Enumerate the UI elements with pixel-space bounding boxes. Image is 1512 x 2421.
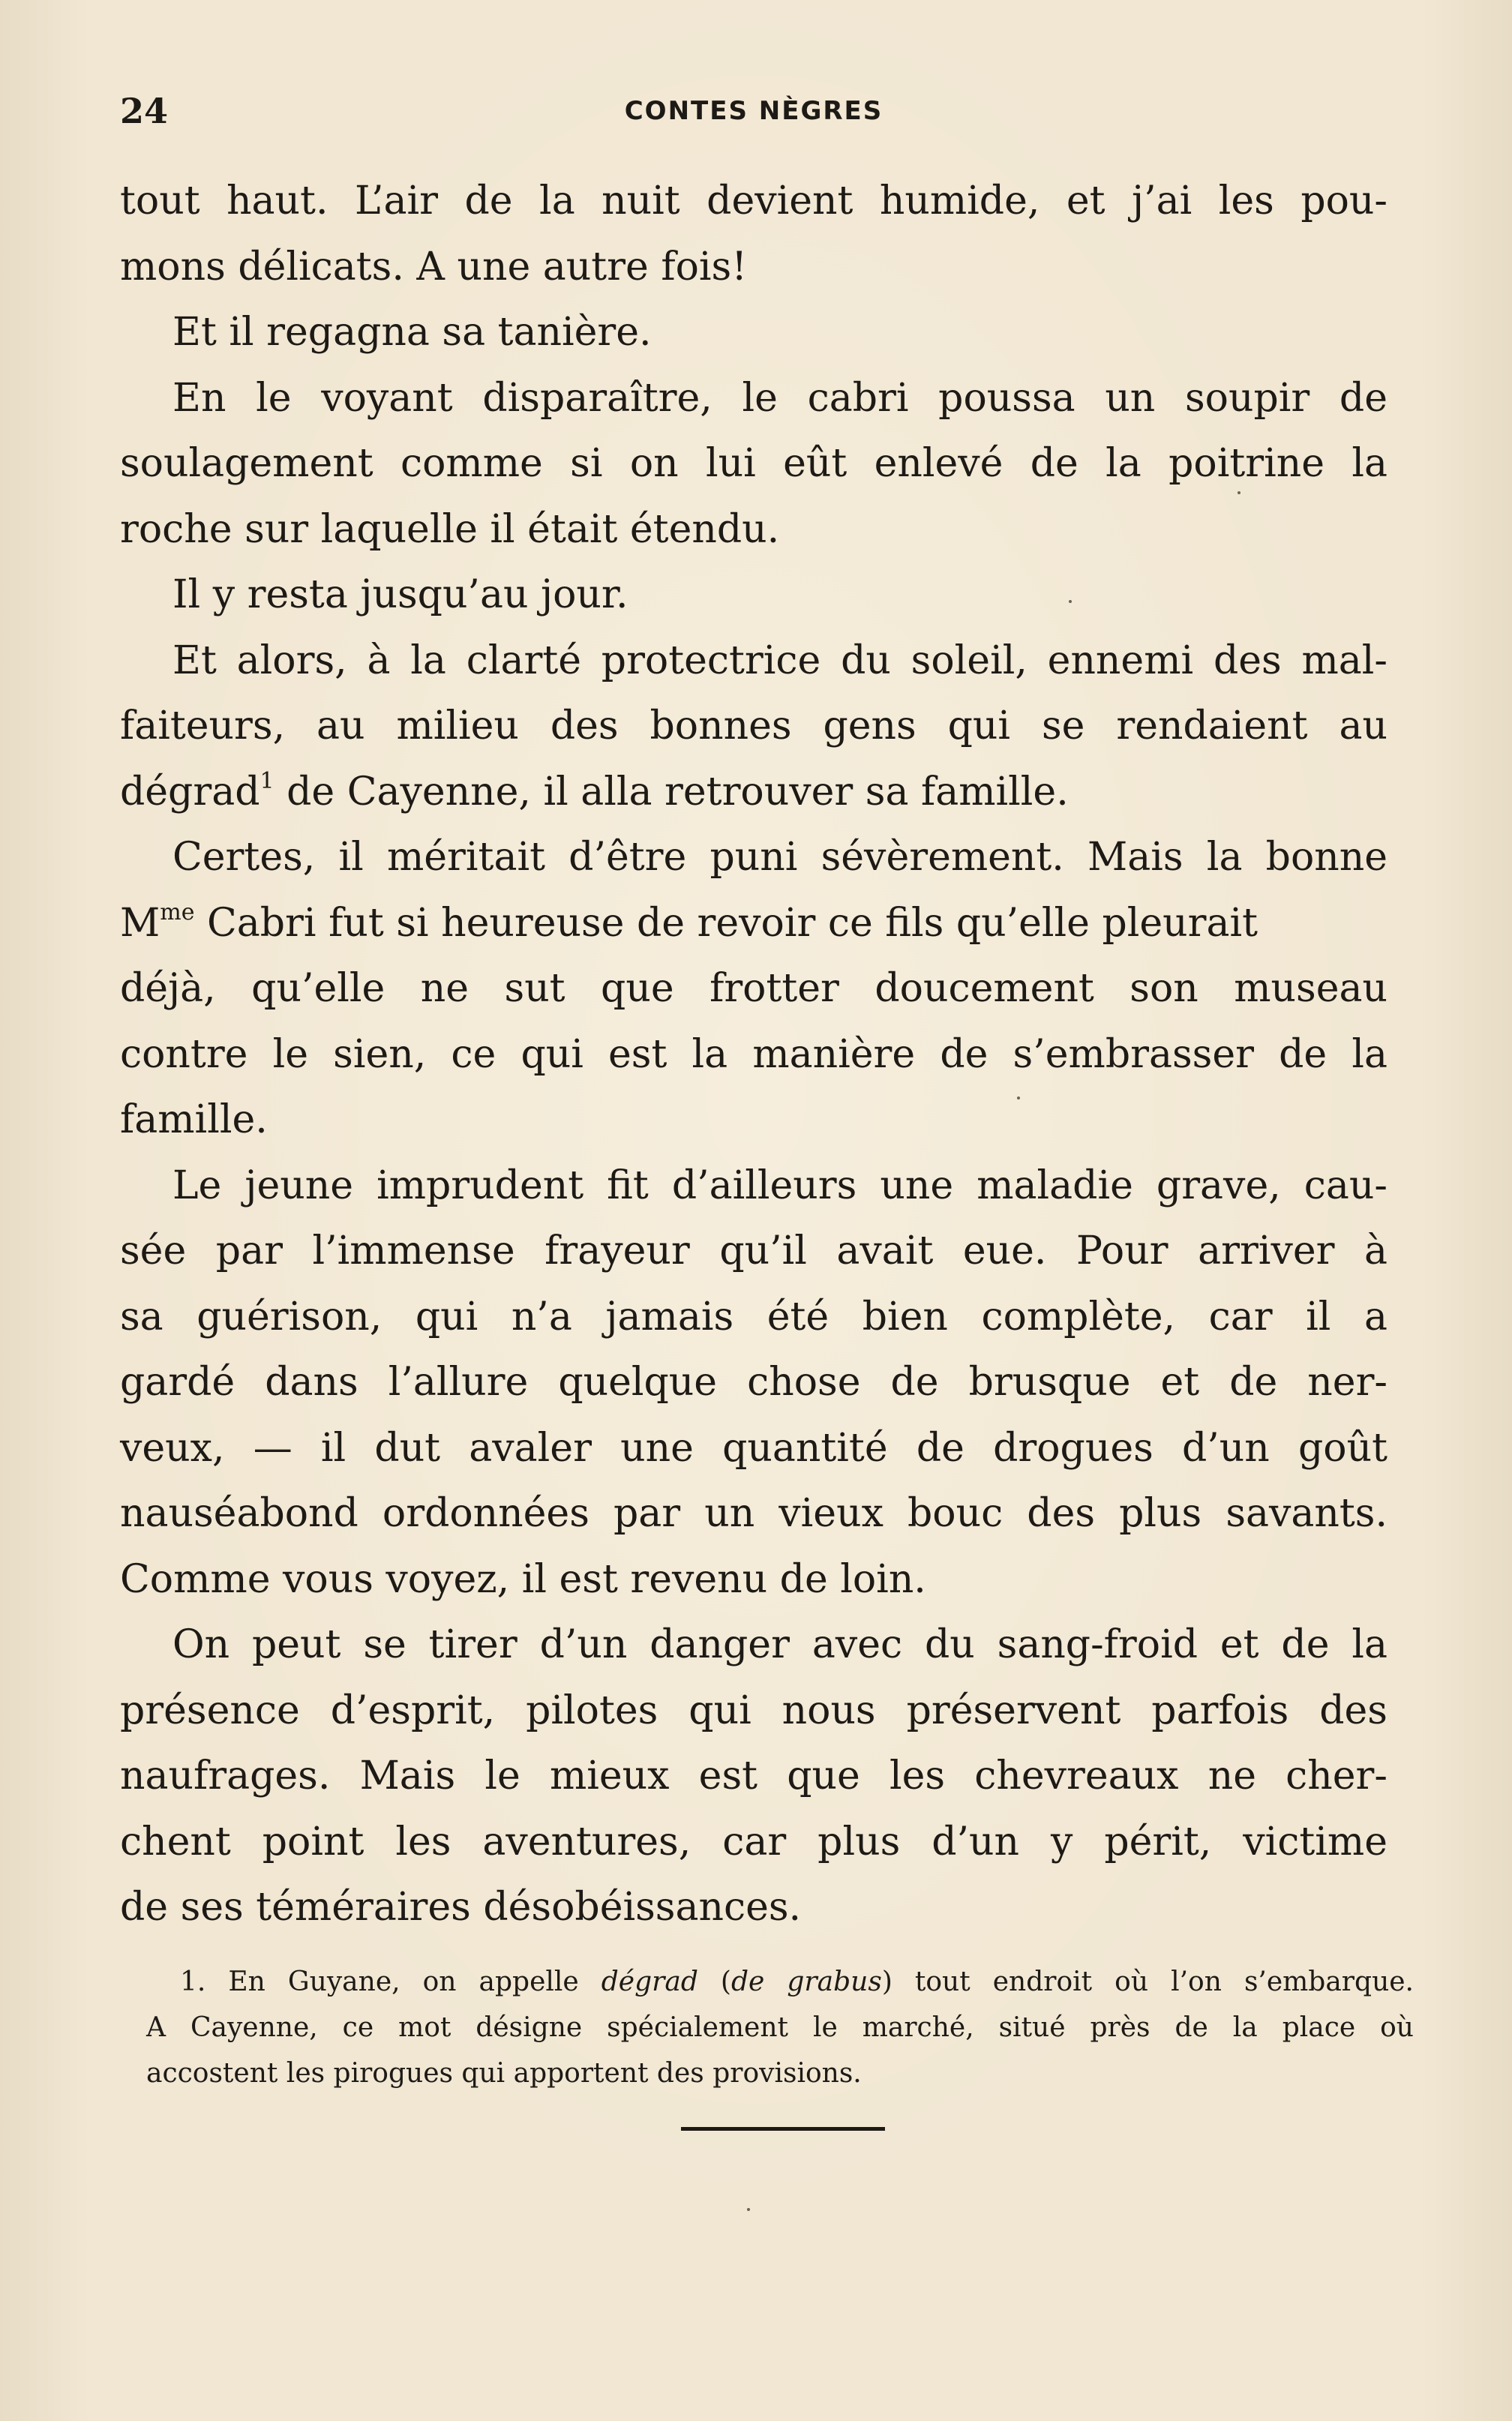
text-line: nauséabond ordonnées par un vieux bouc des plus savants.	[120, 1491, 1388, 1536]
footnote-text: 1. En Guyane, on appelle	[180, 1966, 602, 1997]
text-line: On peut se tirer d’un danger avec du sang-froid et de la	[172, 1622, 1388, 1667]
text-line: famille.	[120, 1097, 268, 1142]
paper-speck	[1017, 1096, 1020, 1100]
text-line: mons délicats. A une autre fois!	[120, 244, 748, 290]
text-line: roche sur laquelle il était étendu.	[120, 506, 780, 552]
text-line: Et il regagna sa tanière.	[172, 310, 652, 355]
text-line: Comme vous voyez, il est revenu de loin.	[120, 1556, 926, 1602]
text-line: gardé dans l’allure quelque chose de brusque et de ner-	[120, 1360, 1388, 1405]
page-header	[120, 88, 1388, 134]
text-fragment: de Cayenne, il alla retrouver sa famille.	[274, 769, 1069, 814]
text-line: Il y resta jusqu’au jour.	[172, 572, 628, 617]
footnote-text: ) tout endroit où l’on s’embarque.	[881, 1966, 1414, 1997]
text-line	[120, 760, 1388, 826]
body-text	[120, 169, 1388, 1941]
text-line: naufrages. Mais le mieux est que les chevreaux ne cher-	[120, 1754, 1388, 1798]
superscript-abbreviation: me	[160, 898, 195, 926]
text-line: de ses téméraires désobéissances.	[120, 1885, 802, 1930]
text-line: contre le sien, ce qui est la manière de s’embrasser de la	[120, 1031, 1388, 1077]
footnote	[146, 1959, 1414, 2096]
text-fragment: M	[120, 900, 160, 946]
text-line: présence d’esprit, pilotes qui nous préservent parfois des	[120, 1688, 1388, 1733]
text-line: sa guérison, qui n’a jamais été bien complète, car il a	[120, 1294, 1388, 1340]
text-line: faiteurs, au milieu des bonnes gens qui se rendaient au	[120, 704, 1388, 748]
page-number: 24	[120, 91, 169, 131]
footnote-marker: 1	[260, 767, 274, 794]
running-title: CONTES NÈGRES	[624, 96, 884, 126]
paper-speck	[1069, 600, 1072, 603]
footnote-term: dégrad	[601, 1966, 698, 1997]
text-line: Certes, il méritait d’être puni sévèrement. Mais la bonne	[172, 835, 1388, 880]
text-line: chent point les aventures, car plus d’un y périt, victime	[120, 1819, 1388, 1864]
text-line: tout haut. L’air de la nuit devient humide, et j’ai les pou-	[120, 178, 1388, 224]
text-line: sée par l’immense frayeur qu’il avait eue. Pour arriver à	[120, 1228, 1388, 1274]
text-fragment: dégrad	[120, 769, 260, 814]
text-line: veux, — il dut avaler une quantité de drogues d’un goût	[120, 1425, 1388, 1471]
footnote-line: accostent les pirogues qui apportent des provisions.	[146, 2058, 862, 2089]
paper-speck	[747, 2208, 750, 2211]
text-line: Et alors, à la clarté protectrice du soleil, ennemi des mal-	[172, 638, 1388, 683]
text-line: En le voyant disparaître, le cabri poussa un soupir de	[172, 375, 1388, 421]
text-line	[120, 891, 1388, 957]
text-fragment: Cabri fut si heureuse de revoir ce fils qu’elle pleurait	[194, 900, 1258, 946]
text-line: Le jeune imprudent fit d’ailleurs une maladie grave, cau-	[172, 1162, 1388, 1208]
footnote-text: (	[698, 1966, 731, 1997]
footnote-line: A Cayenne, ce mot désigne spécialement le marché, situé près de la place où	[146, 2012, 1414, 2043]
text-line: soulagement comme si on lui eût enlevé de la poitrine la	[120, 441, 1388, 486]
footnote-etymology: de grabus	[730, 1966, 882, 1997]
end-rule	[681, 2127, 885, 2131]
footnote-line	[146, 1959, 1414, 2005]
paper-speck	[1238, 491, 1240, 494]
text-line: déjà, qu’elle ne sut que frotter doucement son museau	[120, 966, 1388, 1011]
